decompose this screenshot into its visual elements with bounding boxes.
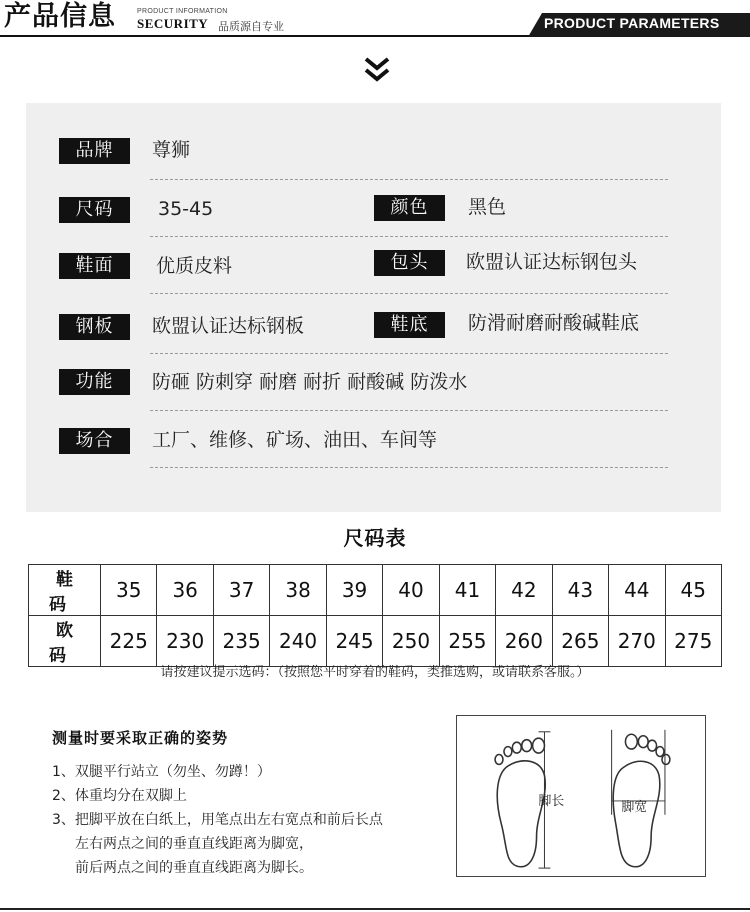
table-row: [29, 616, 722, 667]
table-row: [29, 565, 722, 616]
brand-value: 尊狮: [152, 139, 191, 161]
header-security: SECURITY: [137, 16, 209, 31]
table-cell: 250: [383, 616, 439, 667]
divider: [150, 467, 668, 468]
upper-label: 鞋面: [59, 253, 130, 279]
sole-value: 防滑耐磨耐酸碱鞋底: [468, 312, 640, 334]
divider: [150, 410, 668, 411]
table-cell: 270: [609, 616, 665, 667]
measure-step: 2、体重均分在双脚上: [52, 788, 187, 804]
occasion-value: 工厂、维修、矿场、油田、车间等: [152, 429, 438, 451]
table-cell: 41: [439, 565, 495, 616]
size-chart-title: 尺码表: [343, 526, 407, 550]
upper-value: 优质皮料: [156, 255, 233, 277]
toe-label: 包头: [374, 250, 445, 276]
size-label: 尺码: [59, 197, 130, 223]
table-cell: 275: [665, 616, 721, 667]
foot-diagram: [456, 715, 706, 877]
table-cell: 235: [213, 616, 269, 667]
table-cell: 42: [496, 565, 552, 616]
table-cell: 40: [383, 565, 439, 616]
table-cell: 37: [213, 565, 269, 616]
plate-value: 欧盟认证达标钢板: [152, 315, 305, 337]
measure-step: 左右两点之间的垂直直线距离为脚宽，: [75, 836, 313, 852]
measure-step: 前后两点之间的垂直直线距离为脚长。: [75, 860, 313, 876]
occasion-label: 场合: [59, 428, 130, 454]
page-title: 产品信息: [4, 1, 116, 32]
table-cell: 245: [326, 616, 382, 667]
header-caption: PRODUCT INFORMATION: [137, 8, 228, 15]
table-cell: 43: [552, 565, 608, 616]
toe-value: 欧盟认证达标钢包头: [466, 251, 638, 273]
table-cell: 255: [439, 616, 495, 667]
table-cell: 38: [270, 565, 326, 616]
color-label: 颜色: [374, 195, 445, 221]
measure-title: 测量时要采取正确的姿势: [52, 729, 229, 747]
table-cell: 35: [101, 565, 157, 616]
bottom-divider: [0, 908, 750, 910]
divider: [150, 353, 668, 354]
header-tagline: 品质源自专业: [218, 20, 284, 33]
foot-outline-icon: [457, 716, 705, 876]
table-cell: 240: [270, 616, 326, 667]
table-cell: 36: [157, 565, 213, 616]
divider: [150, 236, 668, 237]
double-chevron-down-icon: [362, 55, 392, 85]
function-value: 防砸 防刺穿 耐磨 耐折 耐酸碱 防泼水: [152, 371, 468, 393]
foot-length-label: 脚长: [538, 793, 565, 809]
header-parameters-label: PRODUCT PARAMETERS: [544, 15, 720, 31]
table-cell: 44: [609, 565, 665, 616]
row-header-eu-size: 欧码: [29, 616, 101, 667]
foot-width-label: 脚宽: [621, 799, 648, 815]
size-note: 请按建议提示选码：（按照您平时穿着的鞋码，类推选购，或请联系客服。）: [160, 665, 590, 680]
divider: [150, 179, 668, 180]
table-cell: 260: [496, 616, 552, 667]
measure-step: 3、把脚平放在白纸上，用笔点出左右宽点和前后长点: [52, 812, 383, 828]
size-value: 35-45: [158, 198, 214, 220]
table-cell: 225: [101, 616, 157, 667]
measure-step: 1、双腿平行站立（勿坐、勿蹲！）: [52, 764, 271, 780]
size-chart-table: [28, 564, 722, 667]
sole-label: 鞋底: [374, 312, 445, 338]
plate-label: 钢板: [59, 314, 130, 340]
row-header-shoe-size: 鞋码: [29, 565, 101, 616]
color-value: 黑色: [468, 196, 507, 218]
function-label: 功能: [59, 369, 130, 395]
table-cell: 45: [665, 565, 721, 616]
table-cell: 39: [326, 565, 382, 616]
divider: [150, 293, 668, 294]
brand-label: 品牌: [59, 138, 130, 164]
table-cell: 265: [552, 616, 608, 667]
table-cell: 230: [157, 616, 213, 667]
